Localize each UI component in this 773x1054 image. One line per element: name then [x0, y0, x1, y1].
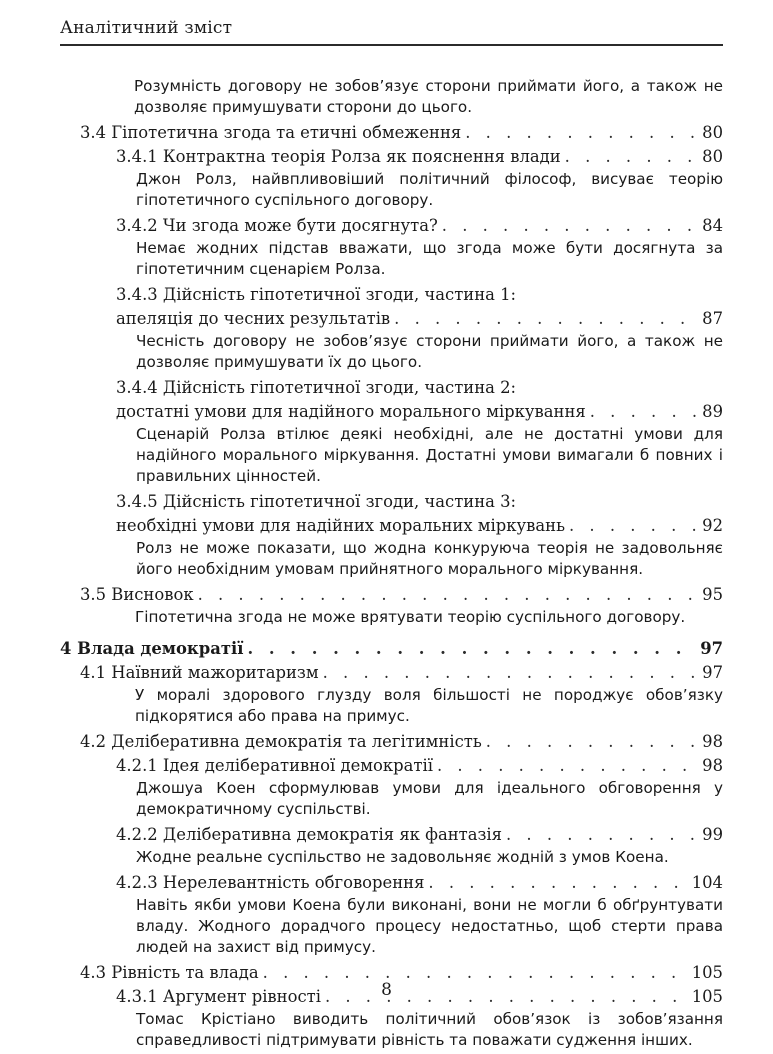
- entry-title-line1: 3.4.3 Дійсність гіпотетичної згоди, частина 1:: [116, 285, 517, 304]
- entry-summary: Жодне реальне суспільство не задовольняє жодній з умов Коена.: [136, 848, 669, 866]
- toc-entry-4-2[interactable]: [60, 730, 723, 754]
- entry-page-number: 104: [691, 873, 723, 892]
- toc-entry-3-5[interactable]: [60, 583, 723, 607]
- toc-entry-3-4-5[interactable]: [60, 490, 723, 538]
- entry-summary: Ролз не може показати, що жодна конкуруюча теорія не задовольняє його необхідним умовам прийнятного морального міркування.: [136, 539, 723, 578]
- leader-dots: [247, 637, 696, 661]
- entry-title: 4.2 Деліберативна демократія та легітимність: [80, 732, 482, 751]
- entry-summary: Немає жодних підстав вважати, що згода може бути досягнута за гіпотетичним сценарієм Ролза.: [136, 239, 723, 278]
- entry-summary: Навіть якби умови Коена були виконані, вони не могли б обґрунтувати владу. Жодного дорадчого процесу недостатньо, щоб стерти права людей на захист від примусу.: [136, 896, 723, 956]
- entry-summary: Сценарій Ролза втілює деякі необхідні, але не достатні умови для надійного морального міркування. Достатні умови вимагали б повних і правильних цінностей.: [136, 425, 723, 485]
- toc-entry-3-4-2[interactable]: [60, 214, 723, 238]
- leader-dots: [198, 583, 697, 607]
- leader-dots: [465, 121, 697, 145]
- entry-page-number: 95: [702, 585, 723, 604]
- entry-title: 3.4.1 Контрактна теорія Ролза як пояснення влади: [116, 147, 561, 166]
- entry-page-number: 97: [700, 639, 723, 658]
- leader-dots: [506, 823, 697, 847]
- entry-title: 3.5 Висновок: [80, 585, 194, 604]
- entry-title: 4.3.1 Аргумент рівності: [116, 987, 321, 1006]
- toc-entry-chapter-4[interactable]: [60, 637, 723, 661]
- toc-entry-4-2-2[interactable]: [60, 823, 723, 847]
- entry-summary: Томас Крістіано виводить політичний обов’язок із зобов’язання справедливості підтримувати рівність та поважати судження інших.: [136, 1010, 723, 1049]
- entry-title: достатні умови для надійного морального міркування: [116, 402, 586, 421]
- running-head: Аналітичний зміст: [60, 18, 233, 38]
- entry-title: 4 Влада демократії: [60, 639, 244, 658]
- toc-entry-3-4-3[interactable]: [60, 283, 723, 331]
- entry-title: 3.4.2 Чи згода може бути досягнута?: [116, 216, 438, 235]
- leader-dots: [394, 307, 697, 331]
- leader-dots: [428, 871, 687, 895]
- entry-title: 3.4 Гіпотетична згода та етичні обмеження: [80, 123, 462, 142]
- header-rule: [60, 44, 723, 46]
- toc-entry-3-4-1[interactable]: [60, 145, 723, 169]
- entry-page-number: 80: [702, 147, 723, 166]
- entry-page-number: 105: [691, 963, 723, 982]
- leader-dots: [569, 514, 697, 538]
- entry-title: апеляція до чесних результатів: [116, 309, 391, 328]
- entry-summary: Чесність договору не зобов’язує сторони приймати його, а також не дозволяє примушувати їх до цього.: [136, 332, 723, 371]
- entry-page-number: 97: [702, 663, 723, 682]
- leader-dots: [486, 730, 697, 754]
- toc-entry-4-1[interactable]: [60, 661, 723, 685]
- entry-page-number: 80: [702, 123, 723, 142]
- entry-title: 4.2.3 Нерелевантність обговорення: [116, 873, 425, 892]
- toc-entry-4-2-3[interactable]: [60, 871, 723, 895]
- toc-entry-3-4[interactable]: [60, 121, 723, 145]
- entry-title-line1: 3.4.5 Дійсність гіпотетичної згоди, частина 3:: [116, 492, 517, 511]
- entry-page-number: 99: [702, 825, 723, 844]
- entry-title: 4.1 Наївний мажоритаризм: [80, 663, 319, 682]
- entry-summary: У моралі здорового глузду воля більшості не породжує обов’язку підкорятися або права на примус.: [135, 686, 723, 725]
- table-of-contents: [60, 76, 723, 1054]
- entry-page-number: 84: [702, 216, 723, 235]
- entry-title: 4.2.2 Деліберативна демократія як фантазія: [116, 825, 503, 844]
- leader-dots: [323, 661, 697, 685]
- entry-summary: Розумність договору не зобов’язує сторони приймати його, а також не дозволяє примушувати сторони до цього.: [134, 77, 723, 116]
- entry-summary: Гіпотетична згода не може врятувати теорію суспільного договору.: [135, 608, 686, 626]
- entry-page-number: 105: [691, 987, 723, 1006]
- toc-entry-3-4-4[interactable]: [60, 376, 723, 424]
- leader-dots: [565, 145, 697, 169]
- leader-dots: [590, 400, 697, 424]
- page-number: 8: [381, 980, 392, 1000]
- leader-dots: [437, 754, 697, 778]
- entry-title: 4.3 Рівність та влада: [80, 963, 259, 982]
- entry-title-line1: 3.4.4 Дійсність гіпотетичної згоди, частина 2:: [116, 378, 517, 397]
- toc-entry-4-2-1[interactable]: [60, 754, 723, 778]
- entry-title: 4.2.1 Ідея деліберативної демократії: [116, 756, 433, 775]
- leader-dots: [442, 214, 697, 238]
- entry-page-number: 98: [702, 732, 723, 751]
- entry-title: необхідні умови для надійних моральних міркувань: [116, 516, 565, 535]
- entry-page-number: 87: [702, 309, 723, 328]
- entry-page-number: 98: [702, 756, 723, 775]
- entry-page-number: 92: [702, 516, 723, 535]
- entry-summary: Джошуа Коен сформулював умови для ідеального обговорення у демократичному суспільстві.: [136, 779, 723, 818]
- entry-page-number: 89: [702, 402, 723, 421]
- entry-summary: Джон Ролз, найвпливовіший політичний філософ, висуває теорію гіпотетичного суспільного договору.: [136, 170, 723, 209]
